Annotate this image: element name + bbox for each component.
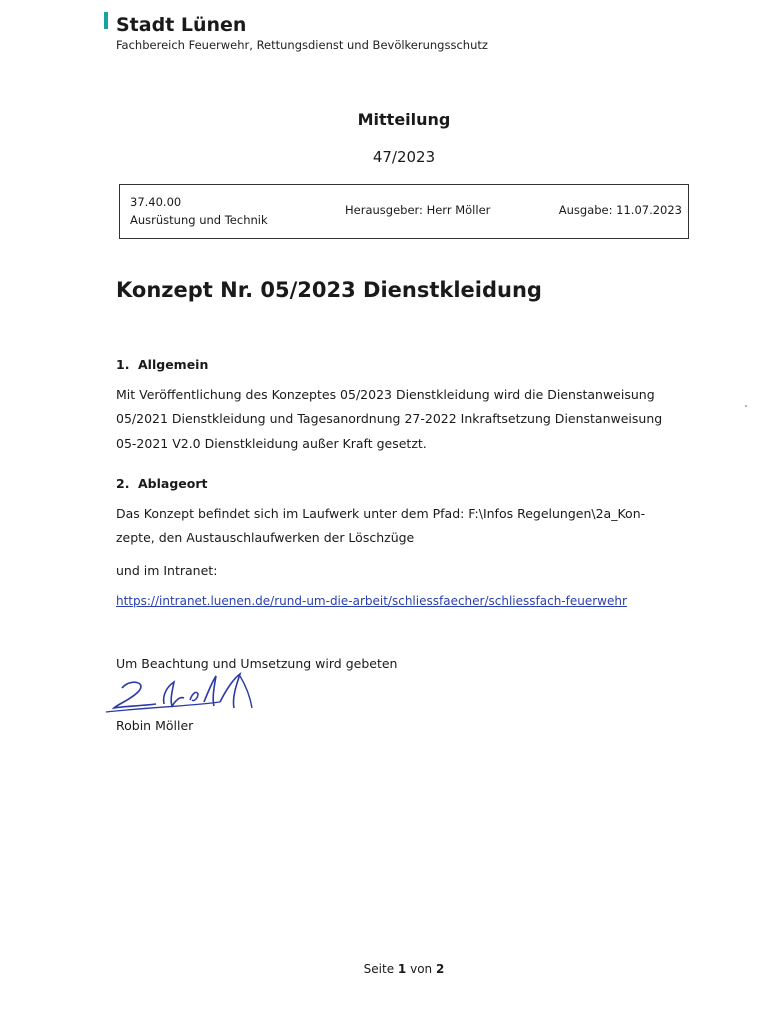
closing-request: Um Beachtung und Umsetzung wird gebeten [116, 656, 398, 671]
section-heading [116, 357, 208, 372]
total-pages: 2 [435, 962, 445, 976]
section-heading-label: Ablageort [138, 476, 208, 491]
page-middle: von [410, 962, 433, 976]
page-number [0, 962, 770, 976]
notice-number: 47/2023 [372, 148, 436, 166]
org-name: Stadt Lünen [116, 14, 247, 36]
body-line: 05-2021 V2.0 Dienstkleidung außer Kraft gesetzt. [116, 436, 427, 451]
section-heading-label: Allgemein [138, 357, 209, 372]
signer-name: Robin Möller [116, 718, 194, 733]
body-line: zepte, den Austauschlaufwerken der Löschzüge [116, 530, 415, 545]
info-publisher: Herausgeber: Herr Möller [345, 203, 491, 217]
body-line: und im Intranet: [116, 563, 218, 578]
section-heading [116, 476, 208, 491]
page-prefix: Seite [363, 962, 395, 976]
intranet-link[interactable]: https://intranet.luenen.de/rund-um-die-arbeit/schliessfaecher/schliessfach-feuerwehr [116, 594, 627, 608]
current-page: 1 [397, 962, 407, 976]
scan-speck [745, 405, 747, 407]
section-number: 1. [116, 357, 130, 372]
notice-type: Mitteilung [357, 110, 451, 129]
body-line: Das Konzept befindet sich im Laufwerk unter dem Pfad: F:\Infos Regelungen\2a_Kon- [116, 506, 646, 521]
handwritten-signature [100, 668, 270, 718]
info-date: Ausgabe: 11.07.2023 [558, 203, 682, 217]
body-line: Mit Veröffentlichung des Konzeptes 05/2023 Dienstkleidung wird die Dienstanweisung [116, 387, 655, 402]
body-line: 05/2021 Dienstkleidung und Tagesanordnung 27-2022 Inkraftsetzung Dienstanweisung [116, 411, 663, 426]
info-department: Ausrüstung und Technik [130, 213, 268, 227]
info-box [119, 184, 689, 239]
section-number: 2. [116, 476, 130, 491]
document-title: Konzept Nr. 05/2023 Dienstkleidung [116, 278, 542, 302]
logo-accent-bar [104, 12, 108, 29]
org-department: Fachbereich Feuerwehr, Rettungsdienst und Bevölkerungsschutz [116, 38, 488, 52]
info-code: 37.40.00 [130, 195, 182, 209]
